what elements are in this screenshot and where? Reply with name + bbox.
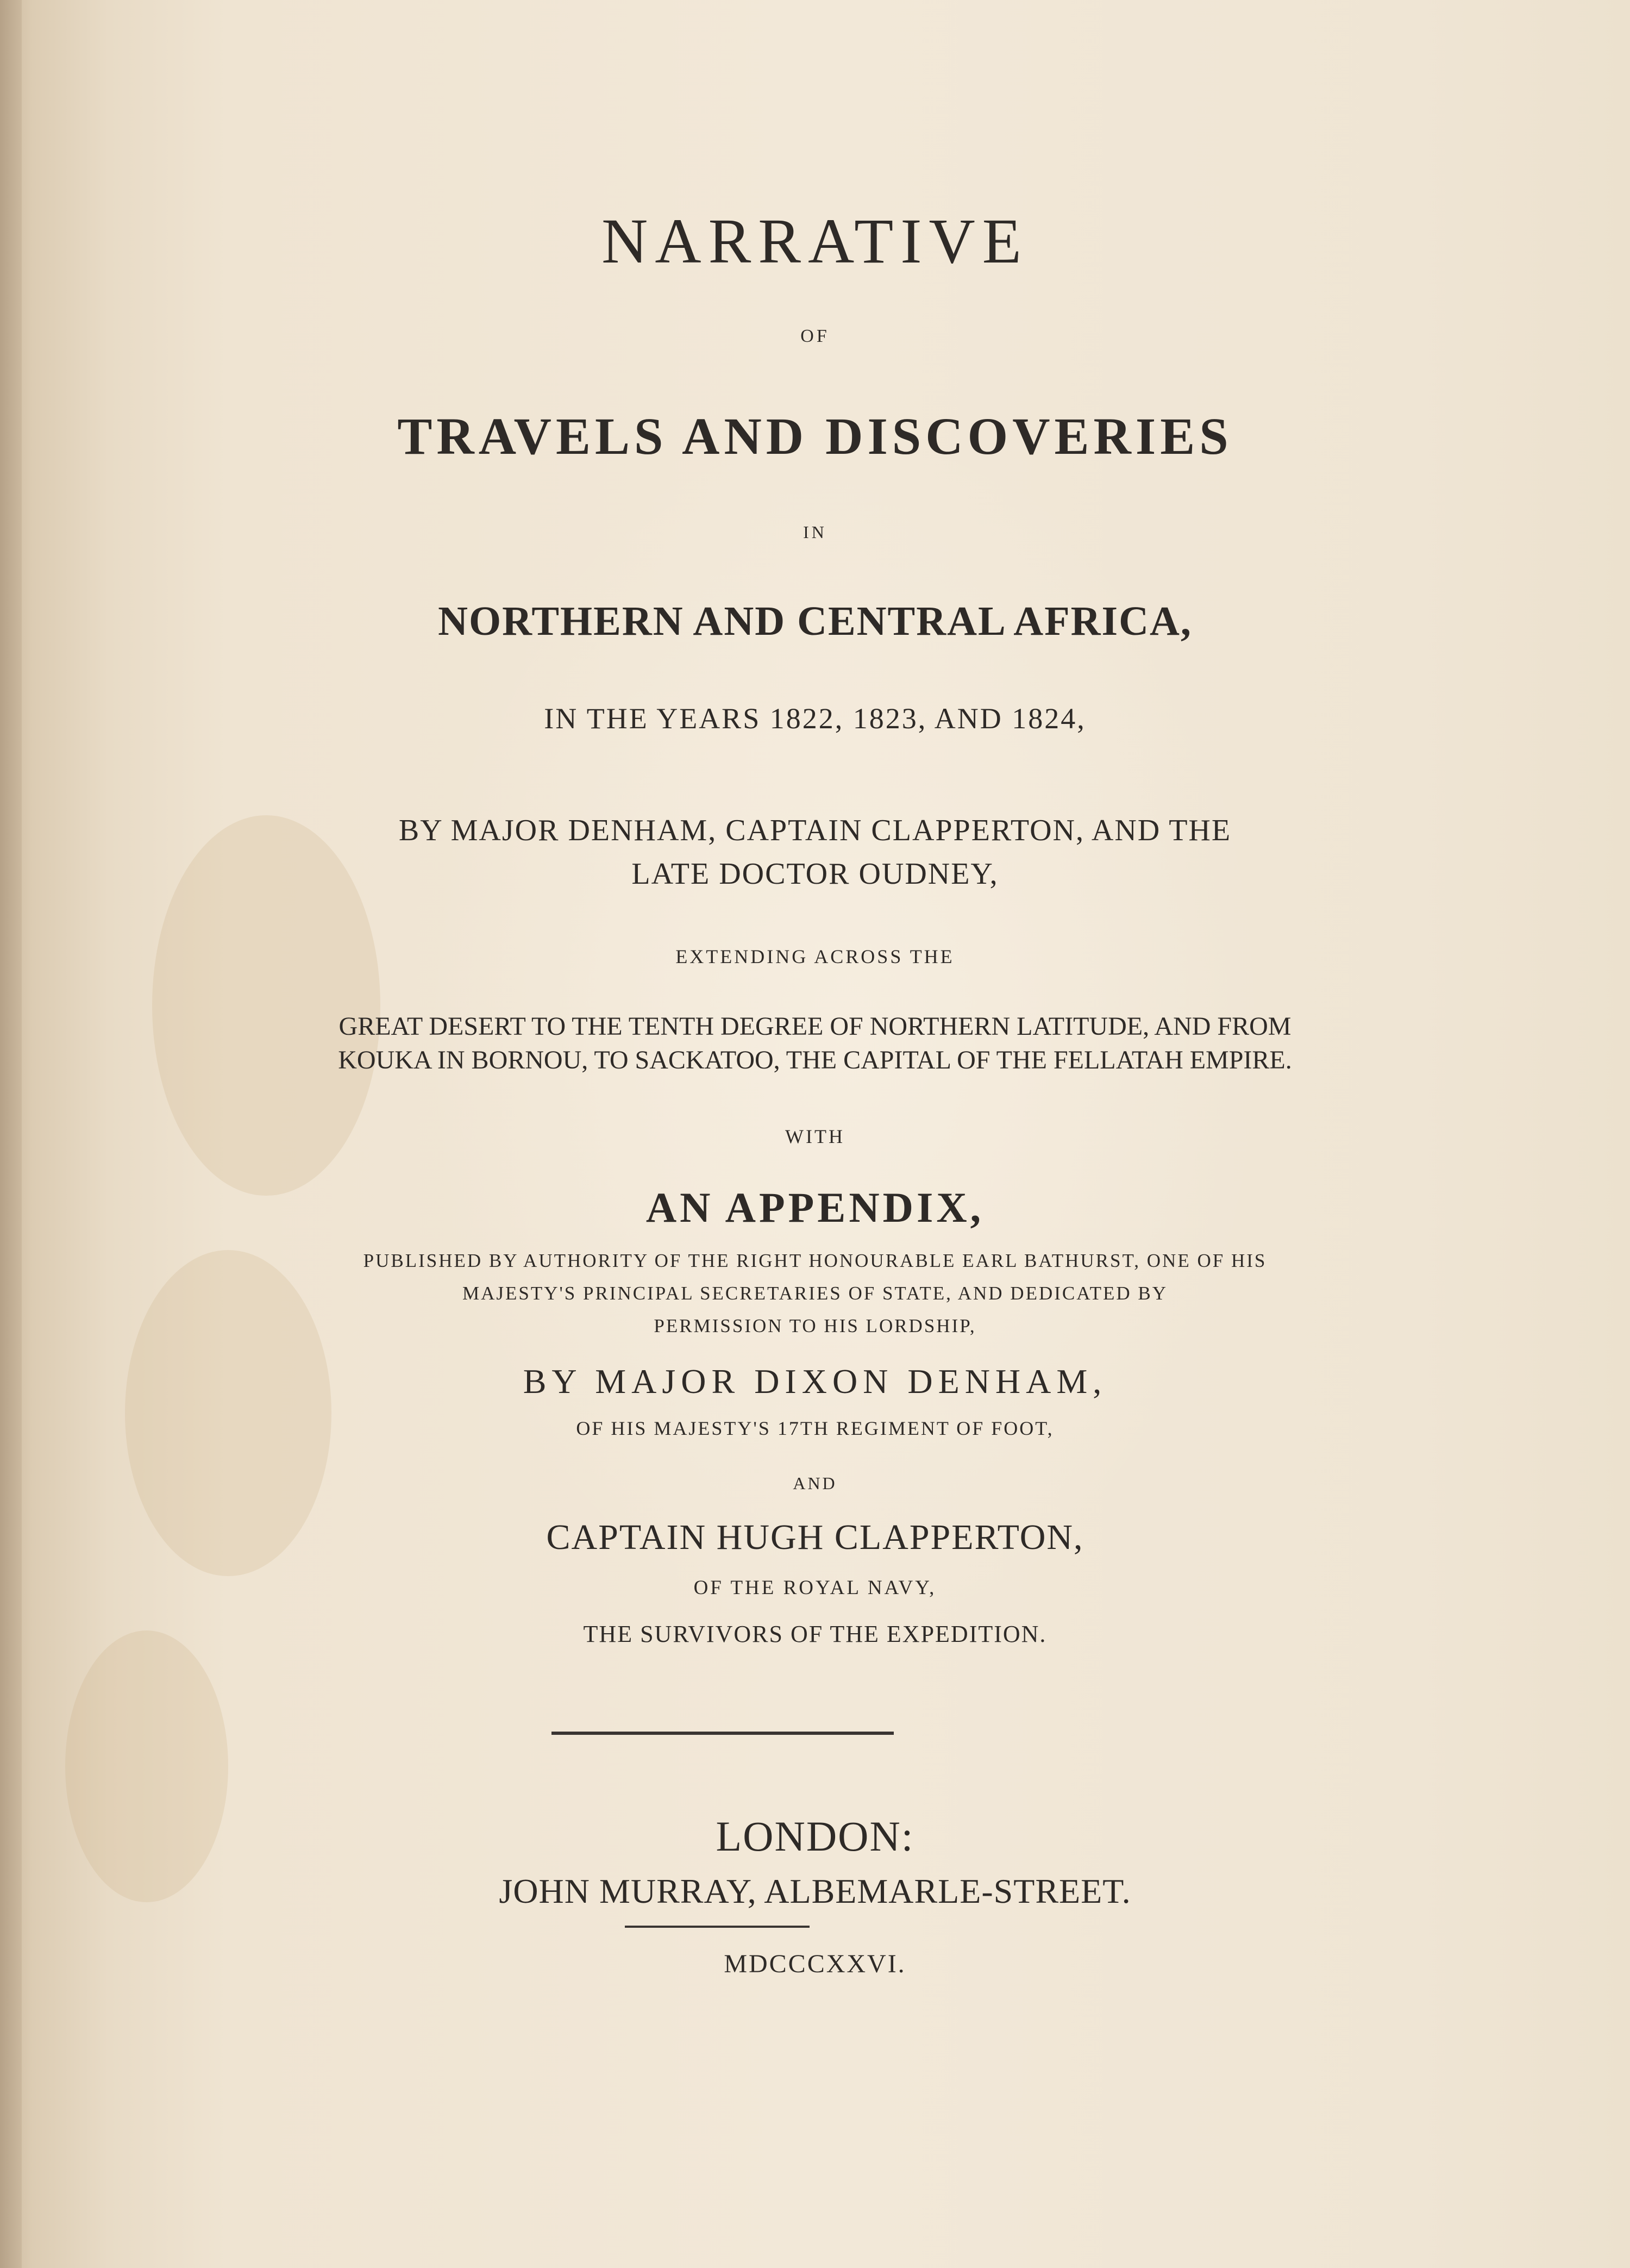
connector-and: AND — [793, 1473, 837, 1493]
survivors-line: THE SURVIVORS OF THE EXPEDITION. — [583, 1621, 1047, 1647]
route-line-1: GREAT DESERT TO THE TENTH DEGREE OF NORTHERN LATITUDE, AND FROM — [338, 1012, 1292, 1041]
author-denham: BY MAJOR DIXON DENHAM, — [523, 1362, 1107, 1401]
imprint-rule — [625, 1926, 810, 1928]
author-clapperton-service: OF THE ROYAL NAVY, — [693, 1577, 937, 1599]
subject-travels-and-discoveries: TRAVELS AND DISCOVERIES — [397, 407, 1233, 465]
imprint-year: MDCCCXXVI. — [724, 1950, 906, 1978]
appendix-heading: AN APPENDIX, — [645, 1184, 985, 1231]
author-denham-regiment: OF HIS MAJESTY'S 17TH REGIMENT OF FOOT, — [576, 1417, 1054, 1439]
published-line-2: MAJESTY'S PRINCIPAL SECRETARIES OF STATE, AND DEDICATED BY — [462, 1283, 1168, 1304]
author-clapperton: CAPTAIN HUGH CLAPPERTON, — [546, 1517, 1084, 1557]
authors-line-2: LATE DOCTOR OUDNEY, — [631, 857, 999, 891]
connector-of: OF — [800, 326, 830, 346]
imprint-city: LONDON: — [716, 1813, 914, 1860]
region-heading: NORTHERN AND CENTRAL AFRICA, — [438, 598, 1192, 644]
years-line: IN THE YEARS 1822, 1823, AND 1824, — [544, 702, 1086, 735]
paper-stain — [65, 1630, 228, 1902]
extending-line: EXTENDING ACROSS THE — [675, 946, 955, 967]
route-line-2: KOUKA IN BORNOU, TO SACKATOO, THE CAPITAL OF THE FELLATAH EMPIRE. — [338, 1046, 1292, 1074]
divider-rule — [551, 1732, 894, 1735]
authors-line-1: BY MAJOR DENHAM, CAPTAIN CLAPPERTON, AND THE — [398, 814, 1232, 847]
connector-in: IN — [803, 522, 827, 542]
published-line-1: PUBLISHED BY AUTHORITY OF THE RIGHT HONOURABLE EARL BATHURST, ONE OF HIS — [363, 1250, 1267, 1271]
title-narrative: NARRATIVE — [601, 205, 1029, 277]
published-line-3: PERMISSION TO HIS LORDSHIP, — [654, 1315, 976, 1336]
imprint-publisher: JOHN MURRAY, ALBEMARLE-STREET. — [499, 1872, 1131, 1910]
connector-with: WITH — [785, 1126, 845, 1147]
